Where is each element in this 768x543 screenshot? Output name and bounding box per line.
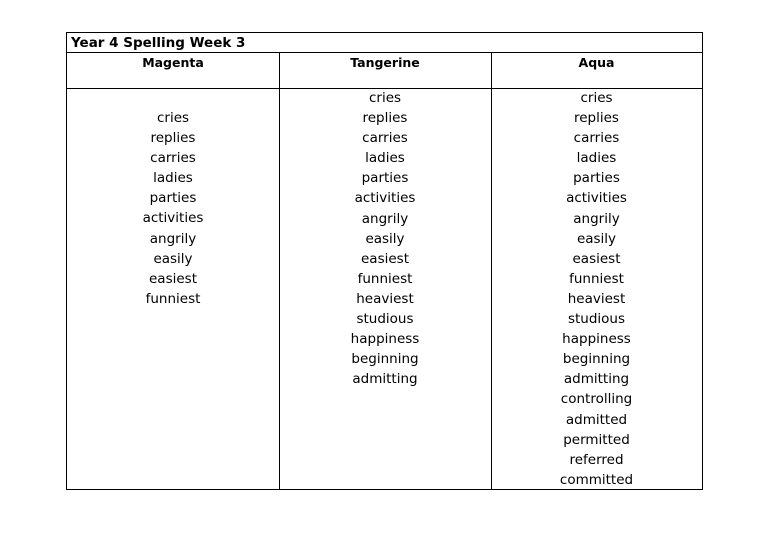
word-list-magenta bbox=[67, 89, 279, 309]
spelling-word: ladies bbox=[153, 170, 193, 187]
column-header-aqua: Aqua bbox=[491, 53, 702, 89]
spelling-word: happiness bbox=[562, 331, 631, 348]
spelling-word: beginning bbox=[351, 351, 419, 368]
spelling-word: funniest bbox=[357, 270, 413, 287]
column-magenta bbox=[67, 53, 280, 489]
column-aqua bbox=[491, 53, 702, 489]
spelling-word: parties bbox=[149, 190, 197, 207]
spelling-word: angrily bbox=[573, 210, 620, 227]
spelling-word: carries bbox=[150, 150, 196, 167]
spelling-word: parties bbox=[573, 170, 620, 187]
spelling-word: angrily bbox=[361, 210, 409, 227]
spelling-word: easily bbox=[153, 250, 193, 267]
spelling-word: referred bbox=[569, 451, 624, 468]
spelling-word: easiest bbox=[572, 250, 621, 267]
spelling-word: beginning bbox=[562, 351, 631, 368]
spelling-word: activities bbox=[354, 190, 416, 207]
spelling-word: heaviest bbox=[356, 290, 414, 307]
spelling-word: admitting bbox=[352, 371, 418, 388]
spelling-word: easiest bbox=[361, 250, 409, 267]
spelling-word: admitting bbox=[563, 371, 630, 388]
column-tangerine bbox=[279, 53, 492, 489]
spelling-word: cries bbox=[580, 90, 613, 106]
spelling-word: replies bbox=[362, 110, 408, 127]
spelling-word: cries bbox=[368, 90, 402, 106]
spelling-word: parties bbox=[361, 170, 409, 187]
spelling-table bbox=[66, 32, 703, 490]
spelling-word: ladies bbox=[576, 150, 617, 167]
spelling-word: happiness bbox=[350, 331, 420, 348]
spelling-word: permitted bbox=[563, 431, 630, 448]
spelling-word: committed bbox=[559, 471, 634, 488]
table-title: Year 4 Spelling Week 3 bbox=[71, 35, 246, 51]
spelling-word: cries bbox=[156, 110, 190, 126]
spelling-word: easily bbox=[576, 230, 617, 247]
column-header-tangerine: Tangerine bbox=[279, 53, 491, 89]
spelling-word: studious bbox=[356, 311, 414, 328]
spelling-word: angrily bbox=[149, 230, 197, 247]
spelling-word: carries bbox=[573, 130, 620, 147]
spelling-word: carries bbox=[362, 130, 408, 147]
spelling-word: replies bbox=[150, 130, 196, 147]
spelling-word: funniest bbox=[145, 290, 201, 307]
title-row bbox=[67, 33, 702, 53]
spelling-word: funniest bbox=[569, 270, 624, 287]
spelling-word: activities bbox=[142, 210, 204, 227]
spelling-word: activities bbox=[566, 190, 627, 207]
column-header-magenta: Magenta bbox=[67, 53, 279, 89]
spelling-word: heaviest bbox=[567, 290, 626, 307]
word-list-aqua bbox=[491, 88, 702, 490]
spelling-word: easiest bbox=[149, 270, 197, 287]
spelling-word: ladies bbox=[365, 150, 405, 167]
spelling-word: controlling bbox=[560, 391, 633, 408]
spelling-word: admitted bbox=[565, 411, 628, 428]
spelling-word: replies bbox=[574, 110, 619, 127]
spelling-word: easily bbox=[365, 230, 405, 247]
word-list-tangerine bbox=[279, 88, 491, 389]
spelling-word: studious bbox=[567, 311, 626, 328]
